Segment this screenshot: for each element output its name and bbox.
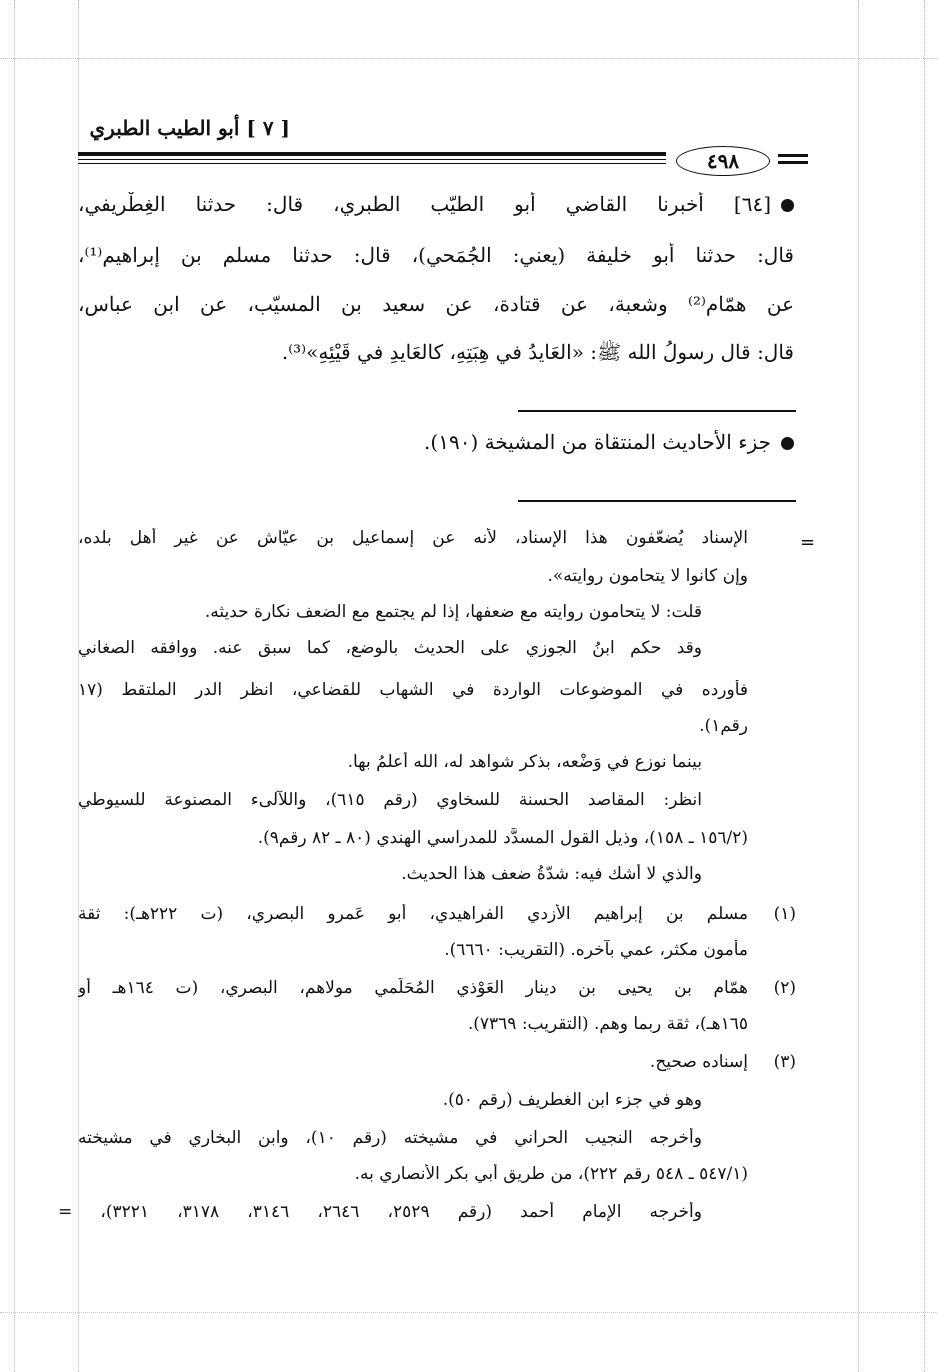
footnote-line: فأورده في الموضوعات الواردة في الشهاب للقضاعي، انظر الدر الملتقط (١٧ (78, 680, 748, 700)
footnote-line: والذي لا أشك فيه: شدّةُ ضعف هذا الحديث. (401, 864, 702, 884)
scan-guide-line (0, 58, 938, 59)
footnote-line: مسلم بن إبراهيم الأزدي الفراهيدي، أبو عَمرو البصري، (ت ٢٢٢هـ): ثقة (78, 904, 748, 924)
footnote-separator (518, 500, 796, 502)
footnote-line: وأخرجه الإمام أحمد (رقم ٢٥٢٩، ٢٦٤٦، ٣١٤٦، ٣١٧٨، ٣٢٢١)، = (58, 1202, 702, 1222)
main-text-line (78, 192, 794, 216)
header-rule (778, 154, 808, 157)
footnote-number: (١) (773, 904, 796, 924)
bullet-icon (781, 199, 794, 212)
scan-guide-line (0, 1312, 938, 1313)
footnote-line: (٥٤٧/١ ـ ٥٤٨ رقم ٢٢٢)، من طريق أبي بكر الأنصاري به. (354, 1164, 748, 1184)
section-line-content: جزء الأحاديث المنتقاة من المشيخة (١٩٠). (424, 430, 771, 454)
footnote-line: وإن كانوا لا يتحامون روايته». (547, 566, 748, 586)
footnote-line: (١٥٦/٢ ـ ١٥٨)، وذيل القول المسدَّد للمدراسي الهندي (٨٠ ـ ٨٢ رقم٩). (257, 828, 748, 848)
section-separator (518, 410, 796, 412)
footnote-line: انظر: المقاصد الحسنة للسخاوي (رقم ٦١٥)، واللآلىء المصنوعة للسيوطي (78, 790, 702, 810)
footnote-number: (٢) (773, 978, 796, 998)
page-number: ٤٩٨ (676, 146, 770, 176)
header-rule (78, 163, 666, 164)
footnote-line: إسناده صحيح. (649, 1052, 748, 1072)
footnote-line: بينما نوزع في وَضْعه، بذكر شواهد له، الله أعلمُ بها. (347, 752, 702, 772)
scan-guide-line (858, 0, 859, 1372)
header-rule (78, 159, 666, 160)
footnote-line: وأخرجه النجيب الحراني في مشيخته (رقم ١٠)، وابن البخاري في مشيخته (78, 1128, 702, 1148)
main-text-line: قال: حدثنا أبو خليفة (يعني: الجُمَحي)، قال: حدثنا مسلم بن إبراهيم⁽¹⁾، (78, 243, 794, 267)
header-rule (78, 152, 666, 156)
footnote-line: وقد حكم ابنُ الجوزي على الحديث بالوضع، كما سبق عنه. ووافقه الصغاني (78, 638, 702, 658)
running-title: [ ٧ ] أبو الطيب الطبري (89, 116, 290, 140)
footnote-line: وهو في جزء ابن الغطريف (رقم ٥٠). (442, 1090, 702, 1110)
continuation-mark: = (800, 532, 816, 553)
main-text-line: قال: قال رسولُ الله ﷺ: «العَايدُ في هِبَتِهِ، كالعَايدِ في قَيْئِهِ»⁽³⁾. (281, 340, 794, 364)
main-text-line-content: [٦٤] أخبرنا القاضي أبو الطيّب الطبري، قال: حدثنا الغِطْريفي، (78, 192, 771, 216)
footnote-number: (٣) (773, 1052, 796, 1072)
header-rule (778, 161, 808, 164)
bullet-icon (781, 437, 794, 450)
section-line (78, 430, 794, 454)
footnote-line: الإسناد يُضعّفون هذا الإسناد، لأنه عن إسماعيل بن عيّاش عن غير أهل بلده، (78, 528, 748, 548)
scan-guide-line (924, 0, 925, 1372)
footnote-line: قلت: لا يتحامون روايته مع ضعفها، إذا لم يجتمع مع الضعف نكارة حديثه. (204, 602, 702, 622)
main-text-line: عن همّام⁽²⁾ وشعبة، عن قتادة، عن سعيد بن المسيّب، عن ابن عباس، (78, 292, 794, 316)
scan-guide-line (14, 0, 15, 1372)
footnote-line: مأمون مكثر، عمي بآخره. (التقريب: ٦٦٦٠). (444, 940, 748, 960)
footnote-line: رقم١). (699, 716, 748, 736)
footnote-line: ١٦٥هـ)، ثقة ربما وهم. (التقريب: ٧٣٦٩). (467, 1014, 748, 1034)
footnote-line: همّام بن يحيى بن دينار العَوْذي المُحَلّمي مولاهم، البصري، (ت ١٦٤هـ أو (78, 978, 748, 998)
